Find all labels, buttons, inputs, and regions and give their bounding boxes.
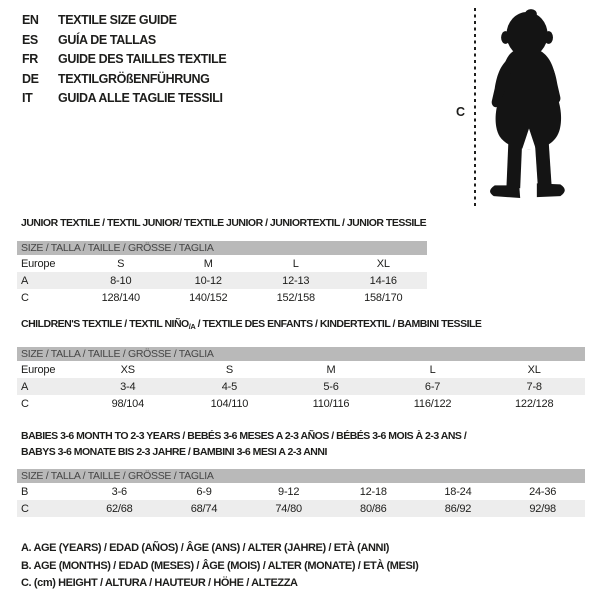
table-row [17,255,427,272]
value-cell: 158/170 [364,291,403,304]
value-cell: 12-18 [359,485,387,498]
language-code: FR [22,52,38,66]
value-cell: 128/140 [101,291,140,304]
value-cell: S [117,257,125,270]
size-section [17,318,585,412]
table-header-bar: SIZE / TALLA / TAILLE / GRÖSSE / TAGLIA [17,469,585,483]
size-table-grid [17,361,585,412]
legend-line: C. (cm) HEIGHT / ALTURA / HAUTEUR / HÖHE / ALTEZZA [21,577,298,589]
table-header-bar: SIZE / TALLA / TAILLE / GRÖSSE / TAGLIA [17,241,427,255]
language-row [22,50,226,70]
row-label-cell: C [21,291,29,304]
measure-legend [21,540,585,593]
value-cell: 18-24 [444,485,472,498]
height-dotted-line [474,8,476,206]
value-cell: XL [376,257,390,270]
value-cell: 14-16 [340,272,428,289]
value-cell: 12-13 [252,272,340,289]
value-cell: 116/122 [413,397,452,410]
size-table-grid [17,483,585,517]
heading-text: JUNIOR TEXTILE / TEXTIL JUNIOR/ TEXTILE JUNIOR / JUNIORTEXTIL / JUNIOR TESSILE [21,217,427,229]
section-heading-line [21,428,585,444]
section-heading-line [21,444,585,460]
value-cell: 110/116 [312,397,350,410]
section-heading-line [21,217,585,230]
height-measure-label: C [456,105,466,119]
table-row [17,395,585,412]
value-cell: 68/74 [162,500,247,517]
table-row [17,289,427,306]
value-cell: 10-12 [165,272,253,289]
size-table-grid [17,255,427,306]
heading-text: /A [188,322,196,331]
heading-text: CHILDREN'S TEXTILE / TEXTIL NIÑO [21,318,189,330]
language-code: IT [22,91,33,105]
value-cell: 8-10 [77,272,165,289]
value-cell: 92/98 [500,500,585,517]
value-cell: M [326,363,336,376]
language-title: GUÍA DE TALLAS [58,32,156,47]
table-row [17,378,585,395]
language-code: DE [22,71,39,86]
section-heading [21,318,585,333]
value-cell: S [225,363,233,376]
table-header-bar: SIZE / TALLA / TAILLE / GRÖSSE / TAGLIA [17,347,585,361]
table-row [17,272,427,289]
row-label-cell: A [17,378,77,395]
value-cell: 6-7 [382,378,484,395]
baby-silhouette-icon [482,6,576,206]
value-cell: 80/86 [331,500,416,517]
value-cell: 86/92 [416,500,501,517]
value-cell: 122/128 [515,397,554,410]
section-heading [21,428,585,460]
value-cell: 5-6 [280,378,382,395]
row-label-cell: Europe [21,363,56,376]
value-cell: 24-36 [529,485,557,498]
legend-line: A. AGE (YEARS) / EDAD (AÑOS) / ÂGE (ANS) / ALTER (JAHRE) / ETÀ (ANNI) [21,542,389,554]
language-code: ES [22,32,38,47]
heading-text: BABIES 3-6 MONTH TO 2-3 YEARS / BEBÉS 3-6 MESES A 2-3 AÑOS / BÉBÉS 3-6 MOIS À 2-3 ANS / [21,430,467,442]
language-code: EN [22,13,39,27]
value-cell: L [292,257,299,270]
value-cell: M [203,257,213,270]
row-label-cell: A [17,272,77,289]
value-cell: 6-9 [196,485,212,498]
value-cell: 3-4 [77,378,179,395]
language-title: TEXTILGRÖßENFÜHRUNG [58,71,210,86]
row-label-cell: B [21,485,29,498]
size-tables [17,212,585,593]
section-heading [21,217,585,230]
value-cell: 98/104 [111,397,145,410]
value-cell: 7-8 [483,378,585,395]
language-title: TEXTILE SIZE GUIDE [58,13,177,27]
value-cell: 140/152 [189,291,228,304]
language-row [22,89,226,109]
value-cell: 152/158 [276,291,315,304]
size-section [17,217,585,306]
language-title-list [22,11,226,109]
size-table [17,241,427,306]
row-label-cell: Europe [21,257,56,270]
size-section [17,428,585,517]
section-heading-line [21,318,585,333]
language-row [22,70,226,90]
heading-text: / TEXTILE DES ENFANTS / KINDERTEXTIL / BAMBINI TESSILE [195,318,482,330]
value-cell: XS [120,363,135,376]
value-cell: 3-6 [111,485,127,498]
value-cell: 74/80 [246,500,331,517]
value-cell: 9-12 [278,485,300,498]
size-table [17,347,585,412]
size-table [17,469,585,517]
value-cell: 4-5 [179,378,281,395]
legend-line: B. AGE (MONTHS) / EDAD (MESES) / ÂGE (MOIS) / ALTER (MONATE) / ETÀ (MESI) [21,559,419,572]
value-cell: 104/110 [210,397,249,410]
value-cell: L [429,363,436,376]
language-row [22,31,226,51]
table-row [17,361,585,378]
table-row [17,483,585,500]
table-row [17,500,585,517]
row-label-cell: C [17,500,77,517]
row-label-cell: C [21,397,29,410]
language-title: GUIDA ALLE TAGLIE TESSILI [58,91,223,105]
language-row [22,11,226,31]
heading-text: BABYS 3-6 MONATE BIS 2-3 JAHRE / BAMBINI 3-6 MESI A 2-3 ANNI [21,446,327,458]
value-cell: 62/68 [77,500,162,517]
value-cell: XL [527,363,541,376]
language-title: GUIDE DES TAILLES TEXTILE [58,52,227,66]
